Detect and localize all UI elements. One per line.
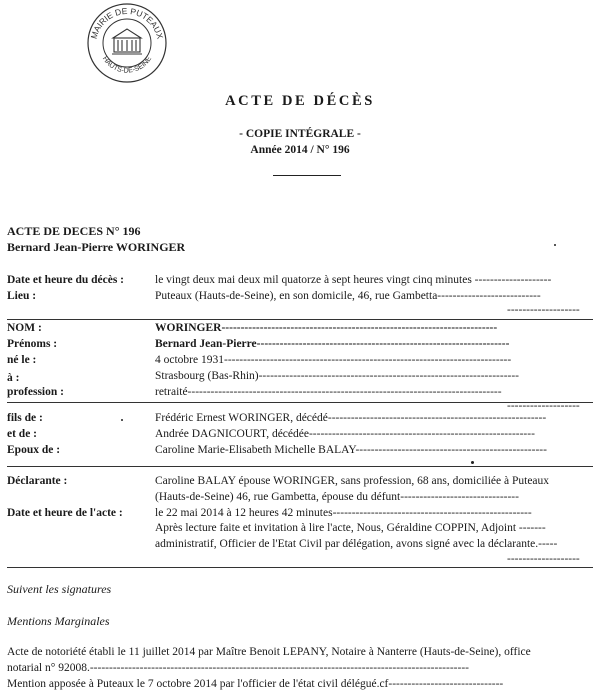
document-title: ACTE DE DÉCÈS	[225, 93, 375, 109]
birth-place-label: à :	[7, 372, 20, 384]
act-number: ACTE DE DECES N° 196	[7, 224, 141, 238]
copy-label: - COPIE INTÉGRALE -	[239, 128, 361, 140]
birth-date-value: 4 octobre 1931---------------------------------------------------------------------------	[155, 354, 512, 366]
closing-line-1: Après lecture faite et invitation à lire l'acte, Nous, Géraldine COPPIN, Adjoint -------	[155, 522, 546, 534]
name-value: WORINGER------------------------------------------------------------------------	[155, 322, 498, 334]
seal-bottom-text: HAUTS-DE-SEINE	[100, 55, 154, 75]
father-value: Frédéric Ernest WORINGER, décédé---------------------------------------------------------	[155, 412, 547, 424]
death-place-value: Puteaux (Hauts-de-Seine), en son domicile, 46, rue Gambetta---------------------------	[155, 290, 541, 302]
section-divider	[7, 466, 593, 467]
section-divider	[7, 319, 593, 320]
title-underline	[273, 175, 341, 176]
birth-place-value: Strasbourg (Bas-Rhin)--------------------------------------------------------------------	[155, 370, 520, 382]
section-divider	[7, 402, 593, 403]
mother-value: Andrée DAGNICOURT, décédée-----------------------------------------------------------	[155, 428, 535, 440]
act-datetime-value: le 22 mai 2014 à 12 heures 42 minutes----------------------------------------------------	[155, 507, 532, 519]
city-hall-seal	[86, 2, 168, 84]
signatures-label: Suivent les signatures	[7, 582, 112, 596]
mention-line-3: Mention apposée à Puteaux le 7 octobre 2014 par l'officier de l'état civil délégué.cf------------------------------	[7, 678, 504, 690]
firstnames-label: Prénoms :	[7, 338, 58, 350]
spouse-label: Epoux de :	[7, 444, 61, 456]
closing-continuation: -------------------	[507, 553, 580, 565]
spouse-value: Caroline Marie-Elisabeth Michelle BALAY--------------------------------------------------	[155, 444, 547, 456]
mention-line-1: Acte de notoriété établi le 11 juillet 2014 par Maître Benoit LEPANY, Notaire à Nanterre (Hauts-de-Seine), office	[7, 646, 531, 658]
declarant-line-1: Caroline BALAY épouse WORINGER, sans profession, 68 ans, domiciliée à Puteaux	[155, 475, 550, 487]
birth-date-label: né le :	[7, 354, 37, 366]
death-datetime-label: Date et heure du décès :	[7, 274, 124, 286]
profession-label: profession :	[7, 386, 64, 398]
section-divider	[7, 567, 593, 568]
son-of-label: fils de :	[7, 412, 43, 424]
profession-value: retraité----------------------------------------------------------------------------------	[155, 386, 502, 398]
speck	[121, 419, 123, 421]
closing-line-2: administratif, Officier de l'Etat Civil par délégation, avons signé avec la déclarante.-----	[155, 538, 558, 550]
speck	[554, 244, 556, 246]
firstnames-value: Bernard Jean-Pierre------------------------------------------------------------------	[155, 338, 510, 350]
mention-line-2: notarial n° 92008.---------------------------------------------------------------------------------------------------	[7, 662, 469, 674]
declarant-line-2: (Hauts-de-Seine) 46, rue Gambetta, épouse du défunt-------------------------------	[155, 491, 519, 503]
declarant-label: Déclarante :	[7, 475, 68, 487]
name-label: NOM :	[7, 322, 42, 334]
act-datetime-label: Date et heure de l'acte :	[7, 507, 123, 519]
speck	[471, 461, 474, 464]
and-of-label: et de :	[7, 428, 38, 440]
death-place-label: Lieu :	[7, 290, 37, 302]
seal-ring-text: MAIRIE DE PUTEAUX	[88, 5, 166, 40]
profession-continuation: -------------------	[507, 400, 580, 412]
mentions-heading: Mentions Marginales	[7, 614, 110, 628]
deceased-full-name: Bernard Jean-Pierre WORINGER	[7, 240, 186, 254]
death-place-continuation: -------------------	[507, 304, 580, 316]
death-datetime-value: le vingt deux mai deux mil quatorze à sept heures vingt cinq minutes --------------------	[155, 274, 552, 286]
year-number: Année 2014 / N° 196	[250, 144, 350, 156]
town-hall-icon	[112, 29, 142, 54]
